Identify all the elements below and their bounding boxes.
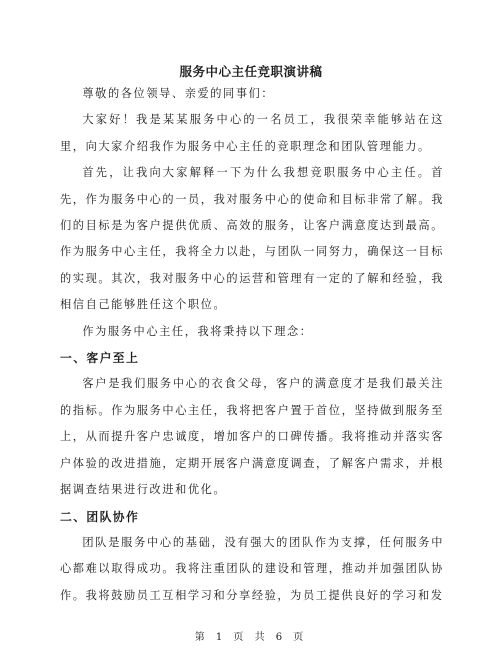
section-text-customer-first: 客户是我们服务中心的衣食父母，客户的满意度才是我们最关注的指标。作为服务中心主任，我将把客户置于首位，坚持做到服务至上，从而提升客户忠诚度，增加客户的口碑传播。我将推动并落实客户体验的改进措施，定期开展客户满意度调查，了解客户需求，并根据调查结果进行改进和优化。 [60,377,444,497]
section-heading-customer-first: 一、客户至上 [60,351,140,366]
greeting: 尊敬的各位领导、亲爱的同事们： [82,87,275,100]
page-footer: 第 1 页 共 6 页 [194,632,308,643]
paragraph-intro: 大家好！我是某某服务中心的一名员工，我很荣幸能够站在这里，向大家介绍我作为服务中心主任的竞职理念和团队管理能力。 [60,113,444,153]
document-title: 服务中心主任竞职演讲稿 [179,64,323,79]
paragraph-principles: 作为服务中心主任，我将秉持以下理念： [82,324,313,338]
section-heading-teamwork: 二、团队协作 [60,509,140,524]
document-body [60,81,444,609]
paragraph-reasons: 首先，让我向大家解释一下为什么我想竞职服务中心主任。首先，作为服务中心的一员，我对服务中心的使命和目标非常了解。我们的目标是为客户提供优质、高效的服务，让客户满意度达到最高。作为服务中心主任，我将全力以赴，与团队一同努力，确保这一目标的实现。其次，我对服务中心的运营和管理有一定的了解和经验，我相信自己能够胜任这个职位。 [60,166,444,312]
section-text-teamwork: 团队是服务中心的基础，没有强大的团队作为支撑，任何服务中心都难以取得成功。我将注重团队的建设和管理，推动并加强团队协作。我将鼓励员工互相学习和分享经验，为员工提供良好的学习和发 [60,535,444,602]
